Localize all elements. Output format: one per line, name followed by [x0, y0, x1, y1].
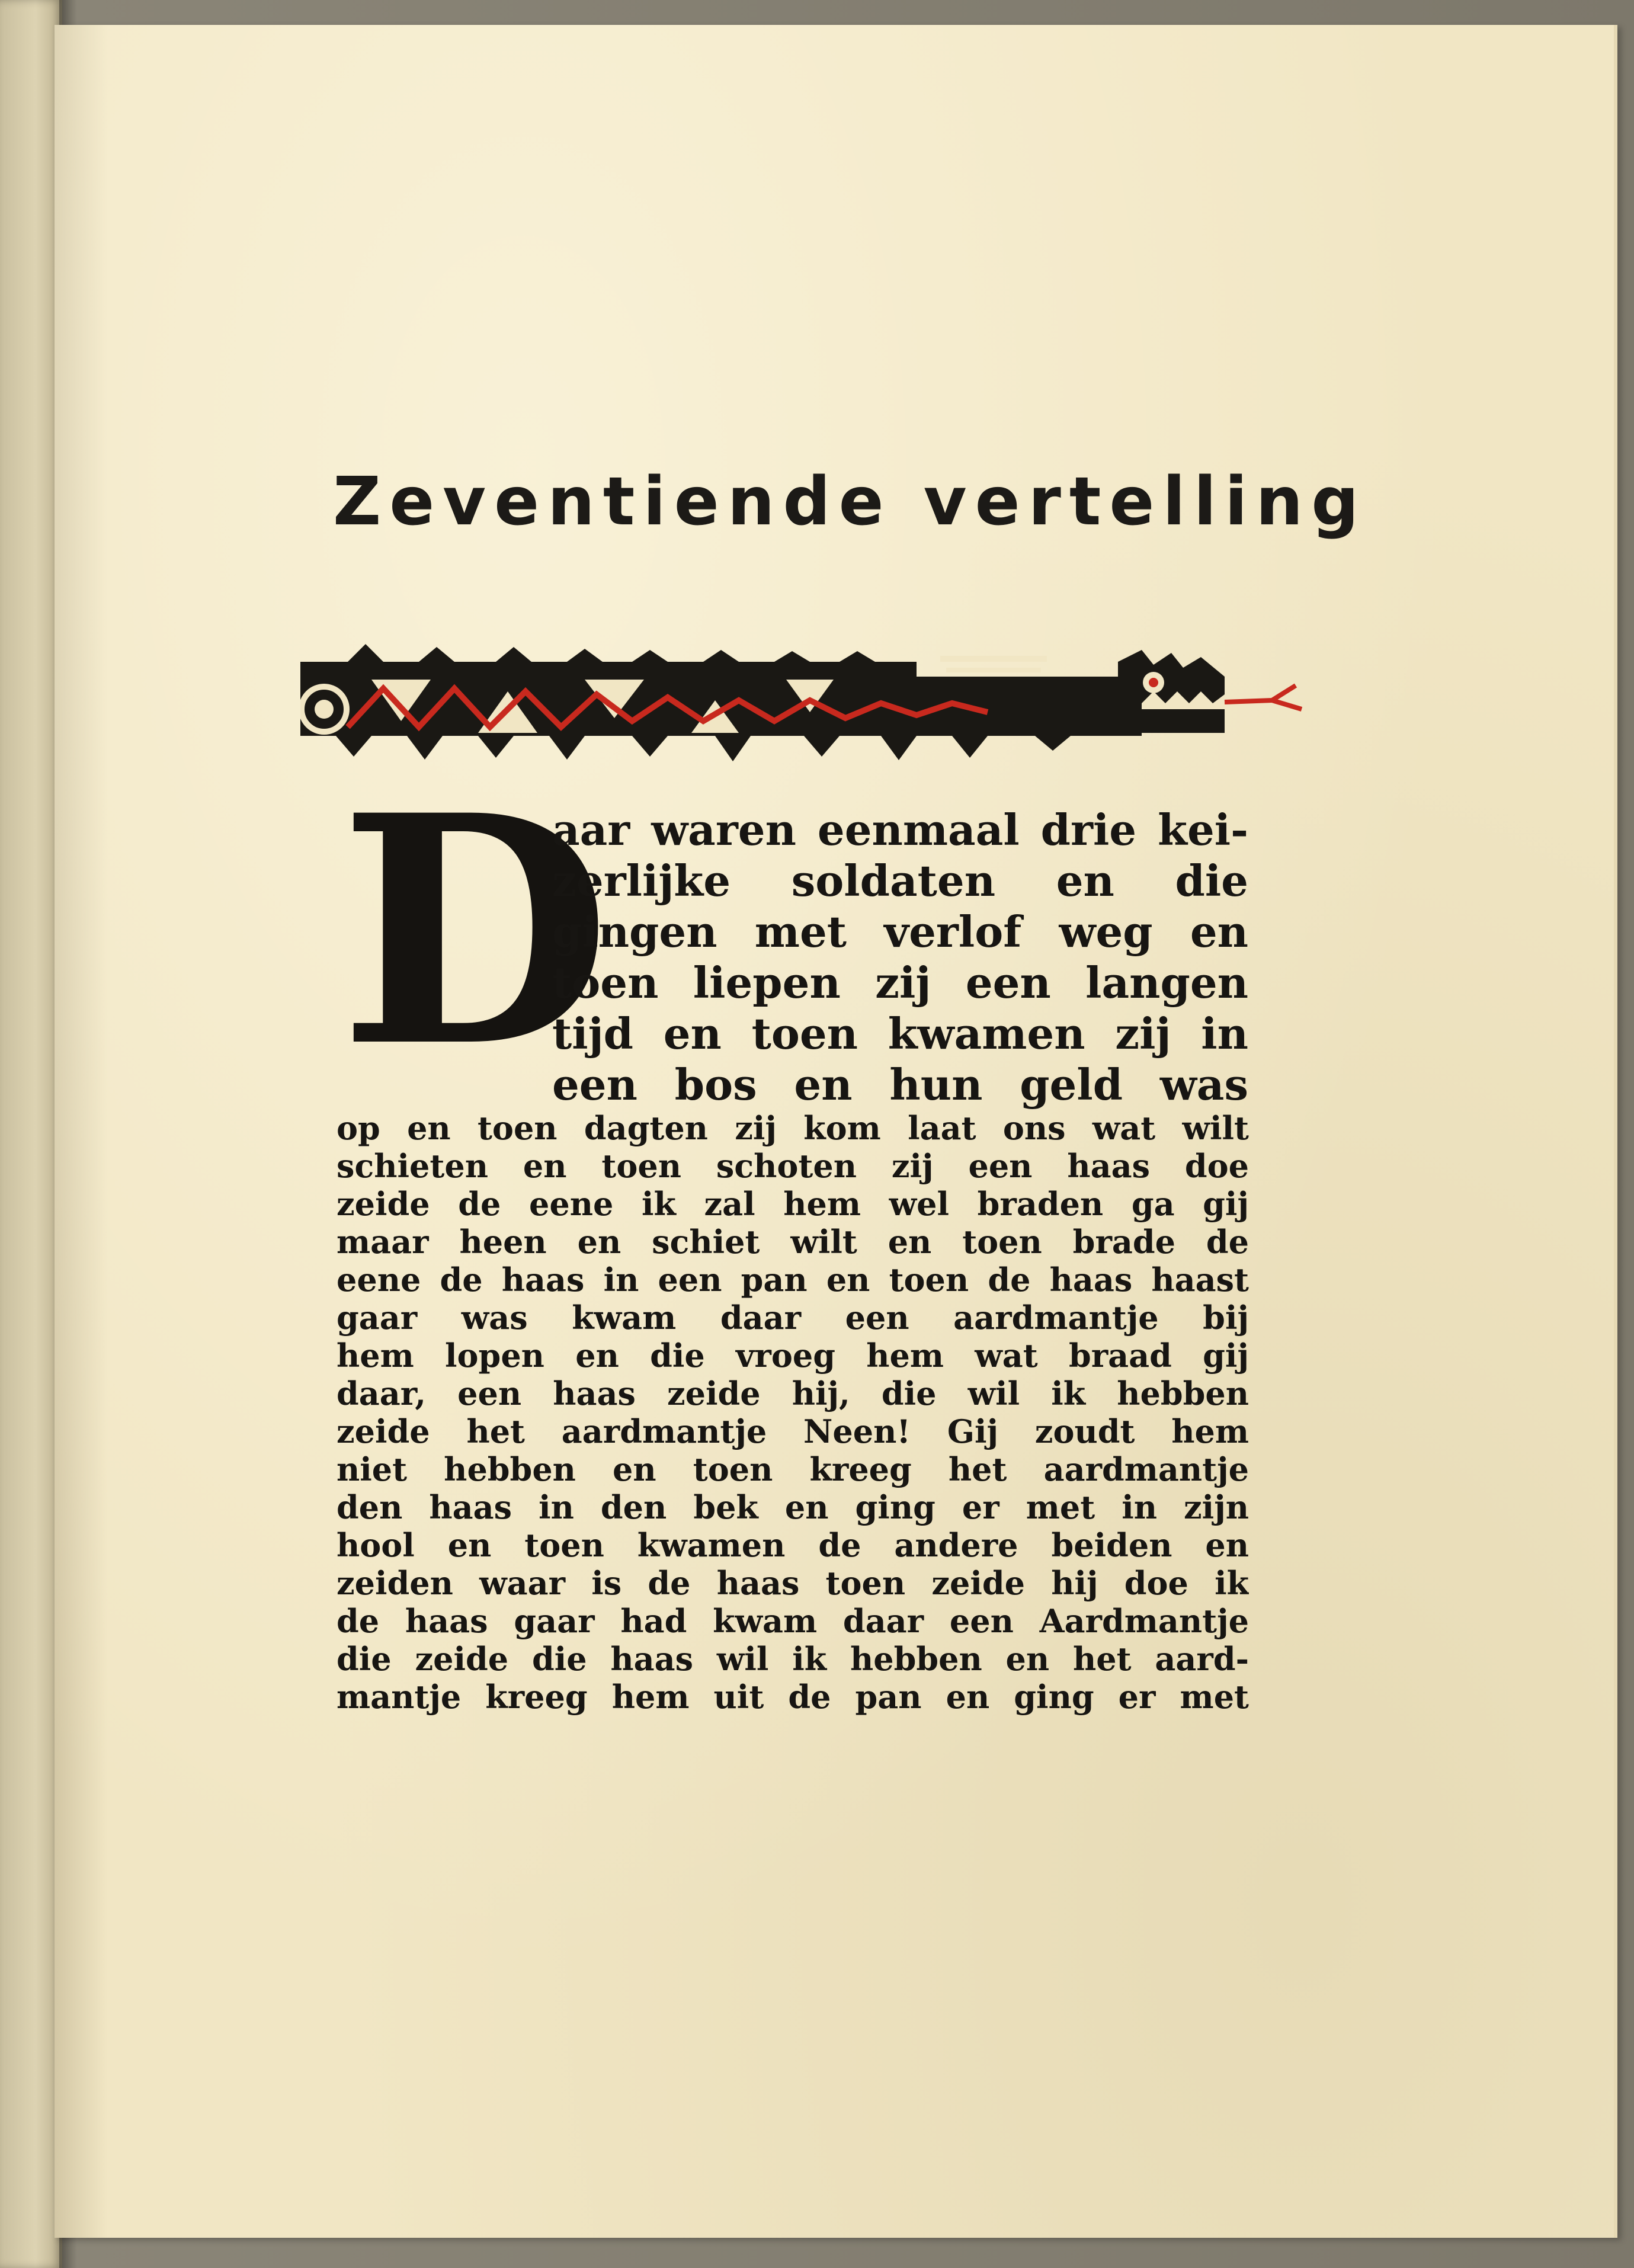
body-line: schieten en toen schoten zij een haas doe	[337, 1147, 1249, 1185]
body-line: zeide het aardmantje Neen! Gij zoudt hem	[337, 1412, 1249, 1450]
lead-paragraph	[552, 805, 1248, 1110]
body-line: eene de haas in een pan en toen de haas haast	[337, 1261, 1249, 1299]
chapter-title: Zeventiende vertelling	[333, 463, 1367, 540]
lead-line: tijd en toen kwamen zij in	[552, 1008, 1248, 1059]
drop-cap-letter: D	[339, 747, 611, 1116]
body-line: daar, een haas zeide hij, die wil ik hebben	[337, 1375, 1249, 1412]
body-line: die zeide die haas wil ik hebben en het aard-	[337, 1640, 1249, 1678]
body-line: zeiden waar is de haas toen zeide hij doe ik	[337, 1564, 1249, 1602]
body-line: hem lopen en die vroeg hem wat braad gij	[337, 1337, 1249, 1375]
lead-line: aar waren eenmaal drie kei-	[552, 805, 1248, 855]
body-line: gaar was kwam daar een aardmantje bij	[337, 1299, 1249, 1337]
body-line: niet hebben en toen kreeg het aardmantje	[337, 1450, 1249, 1488]
body-line: de haas gaar had kwam daar een Aardmantje	[337, 1602, 1249, 1640]
lead-line: gingen met verlof weg en	[552, 906, 1248, 957]
lead-line: een bos en hun geld was	[552, 1059, 1248, 1110]
lead-line: zerlijke soldaten en die	[552, 856, 1248, 906]
body-line: hool en toen kwamen de andere beiden en	[337, 1526, 1249, 1564]
body-line: maar heen en schiet wilt en toen brade de	[337, 1223, 1249, 1261]
lead-line: toen liepen zij een langen	[552, 957, 1248, 1008]
book-page	[55, 25, 1617, 2238]
body-line: den haas in den bek en ging er met in zijn	[337, 1488, 1249, 1526]
body-line: zeide de eene ik zal hem wel braden ga gij	[337, 1185, 1249, 1223]
body-text	[337, 1109, 1249, 1716]
drop-cap	[339, 747, 611, 1116]
body-line: mantje kreeg hem uit de pan en ging er met	[337, 1678, 1249, 1716]
body-line: op en toen dagten zij kom laat ons wat wilt	[337, 1109, 1249, 1147]
left-page-edge	[0, 0, 62, 2268]
